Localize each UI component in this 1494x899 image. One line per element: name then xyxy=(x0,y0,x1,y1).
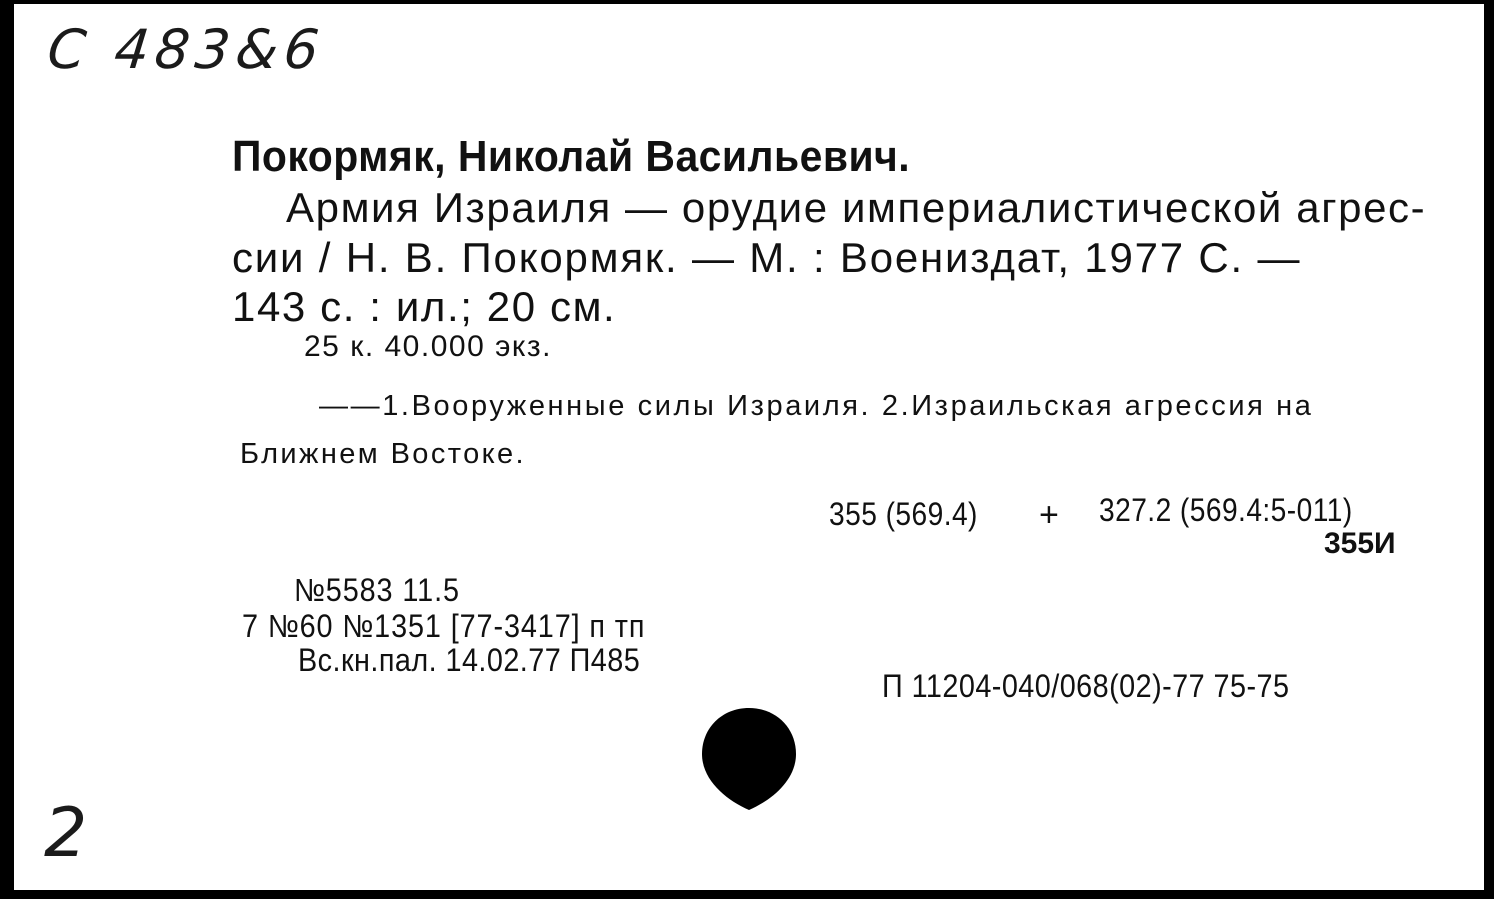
call-number-handwritten: C 483&6 xyxy=(44,18,328,81)
price-print-run: 25 к. 40.000 экз. xyxy=(304,330,552,363)
classification-left: 355 (569.4) xyxy=(829,496,978,532)
subject-line-1: ——1.Вооруженные силы Израиля. 2.Израильская агрессия на xyxy=(319,390,1314,422)
record-number-line-1: №5583 11.5 xyxy=(294,572,460,608)
subject-line-2: Ближнем Востоке. xyxy=(240,438,527,470)
title-line-1: Армия Израиля — орудие империалистической агрес- xyxy=(286,184,1427,231)
classification-right: 327.2 (569.4:5-011) xyxy=(1099,492,1353,528)
title-line-3: 143 с. : ил.; 20 см. xyxy=(232,283,617,330)
punch-hole xyxy=(700,704,798,812)
record-number-line-2: 7 №60 №1351 [77-3417] п тп xyxy=(242,608,646,644)
corner-handwritten-mark: 2 xyxy=(44,794,88,873)
record-number-line-3: Вс.кн.пал. 14.02.77 П485 xyxy=(298,642,641,678)
classification-mark: 355И xyxy=(1324,527,1396,560)
title-line-2: сии / Н. В. Покормяк. — М. : Воениздат, 1977 С. — xyxy=(232,234,1302,281)
author-heading: Покормяк, Николай Васильевич. xyxy=(232,132,911,181)
publisher-code: П 11204-040/068(02)-77 75-75 xyxy=(882,668,1290,704)
classification-plus: + xyxy=(1039,496,1059,534)
catalog-card xyxy=(12,2,1486,892)
